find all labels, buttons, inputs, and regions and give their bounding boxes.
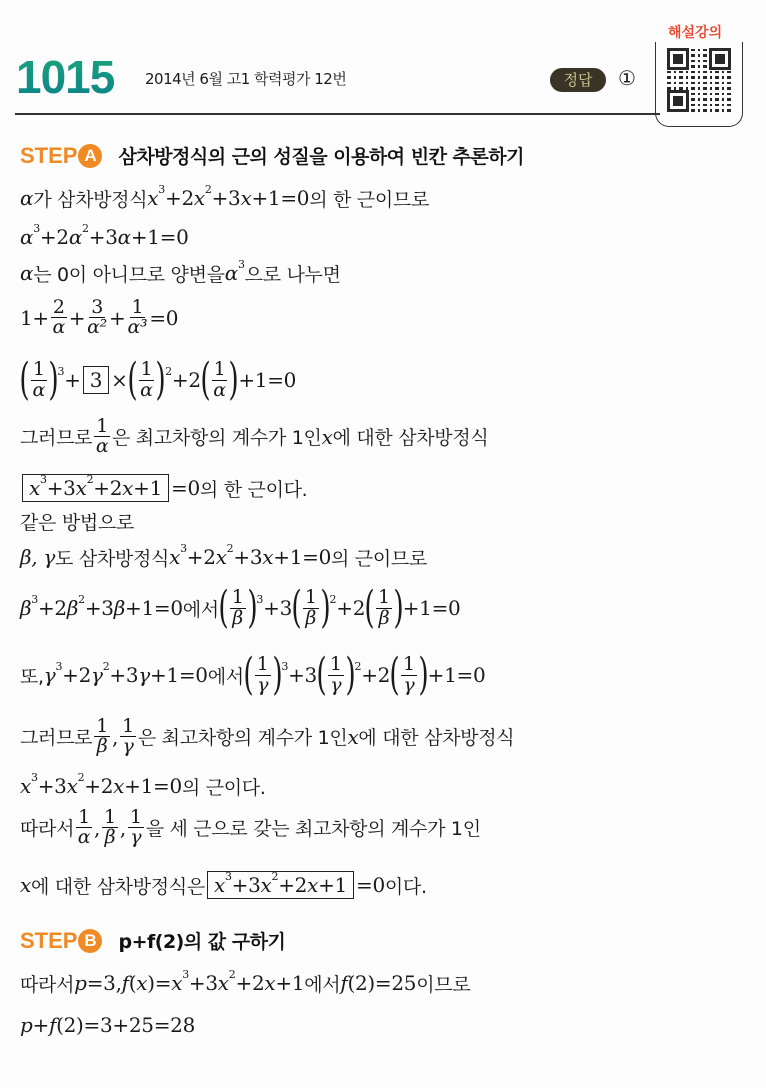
numerator: 1 [213,357,226,380]
text: 의 한 근이다. [199,478,308,501]
fraction [255,652,271,696]
exponent: 3 [182,967,189,981]
numerator: 1 [329,652,342,675]
numerator: 1 [96,414,109,437]
denominator: α [140,378,153,401]
math-text: +2 [361,663,391,687]
math-variable: x [113,774,125,798]
fraction [328,652,344,696]
denominator: β [378,606,390,629]
parenthesis: ( [389,649,400,700]
math-variable: x [169,545,181,569]
math-text: +1 [275,971,305,995]
math-variable: α [20,261,34,285]
text: 이므로 [416,973,471,996]
solution-line [20,871,427,899]
parenthesis: ) [345,649,356,700]
step-label: STEP [20,927,78,953]
fraction [120,714,136,758]
step-a-heading [20,142,524,169]
math-text: +2 [84,774,114,798]
math-text: +3 [84,596,114,620]
math-variable: x [347,724,359,749]
answer-value: ① [618,66,636,90]
math-text: + [32,1013,49,1037]
math-variable: β [66,596,79,620]
solution-line [20,582,461,633]
parenthesis: ) [271,649,282,700]
numerator: 1 [78,805,90,828]
denominator: β [104,826,116,849]
solution-line [20,541,428,571]
math-text: , [93,815,101,840]
text: 을 세 근으로 갖는 최고차항의 계수가 1인 [145,818,481,841]
math-text: ( [128,971,137,995]
math-variable: x [307,873,319,897]
numerator: 1 [256,652,269,675]
math-text: +1=0 [124,774,182,798]
solution-line [20,1013,195,1037]
exponent: 3 [33,221,40,235]
math-text: +2 [93,476,123,500]
exponent: 2 [165,364,172,378]
exponent: 2 [78,592,85,606]
math-variable: x [215,545,227,569]
parenthesis: ) [155,354,166,405]
math-text: 3 [89,368,103,392]
exponent: 3 [30,770,38,784]
math-variable: p [74,971,87,995]
math-text: + [68,305,86,330]
math-variable: x [321,424,333,449]
math-variable: x [171,971,183,995]
fraction [31,357,47,401]
math-text: +3 [288,663,317,687]
math-text: +3 [211,186,241,210]
text: 에서 [207,665,244,688]
math-variable: x [29,476,40,500]
solution-line [20,714,515,758]
denominator: γ [330,673,342,696]
math-text: =0 [171,476,200,500]
fraction [212,357,228,401]
parenthesis: ( [243,649,254,700]
math-variable: x [262,545,274,569]
text: 따라서 [20,818,75,841]
exponent: 3 [57,364,65,378]
math-variable: γ [138,663,150,687]
fraction [376,585,392,629]
parenthesis: ( [291,582,302,633]
numerator: 1 [104,805,116,828]
math-text: )= [147,971,172,995]
numerator: 1 [129,805,142,828]
solution-line [20,257,341,287]
parenthesis: ) [246,582,258,633]
math-text: , [112,724,119,749]
solution-line [20,221,189,249]
math-text: +1=0 [124,596,183,620]
math-variable: x [20,774,31,798]
math-text: +2 [336,596,366,620]
math-text: +1 [133,476,163,500]
math-text: +3 [233,545,263,569]
math-variable: f [121,971,129,995]
fraction [127,295,148,339]
math-variable: x [264,971,276,995]
math-variable: α [20,186,34,210]
math-text: +2 [164,186,194,210]
fraction [87,295,108,339]
text: 은 최고차항의 계수가 1인 [112,427,322,450]
numerator: 1 [402,652,415,675]
text: 으로 나누면 [244,263,341,286]
math-text: +1=0 [238,368,297,392]
exponent: 2 [82,221,89,235]
parenthesis: ) [228,354,239,405]
numerator: 1 [304,585,317,608]
math-text: +2 [278,873,308,897]
math-variable: x [136,971,148,995]
text: 또, [20,665,44,688]
math-variable: x [66,774,78,798]
math-text: (2)=3+25=28 [56,1013,196,1037]
exponent: 2 [329,592,337,606]
qr-frame [655,42,743,127]
exponent: 2 [204,182,212,196]
numerator: 1 [378,585,390,608]
parenthesis: ( [218,582,229,633]
text: 의 근이다. [181,776,266,799]
math-text: + [64,368,81,392]
solution-line [20,508,134,535]
solution-line [20,474,307,502]
fraction [102,805,118,849]
header-divider [15,113,660,115]
denominator: α [95,435,109,458]
text: 따라서 [20,973,75,996]
text: 그러므로 [20,727,93,750]
step-title: 삼차방정식의 근의 성질을 이용하여 빈칸 추론하기 [118,146,524,168]
fraction [128,805,144,849]
exponent: 2 [228,967,236,981]
numerator: 1 [231,585,244,608]
denominator: α [77,826,91,849]
numerator: 1 [96,714,109,737]
fraction [401,652,417,696]
math-variable: x [213,873,225,897]
solution-line [20,649,486,700]
math-variable: x [260,873,272,897]
math-variable: x [240,186,252,210]
math-variable: x [20,873,31,897]
math-variable: γ [91,663,103,687]
denominator: γ [403,673,415,696]
numerator: 1 [140,357,153,380]
exponent: 3 [256,592,264,606]
denominator: α [32,378,46,401]
denominator: γ [122,735,134,758]
math-text: +1=0 [402,596,461,620]
exponent: 2 [77,770,85,784]
math-text: +3 [109,663,139,687]
text: 가 삼차방정식 [33,188,148,211]
exponent: 3 [237,257,245,271]
math-variable: β, γ [20,545,56,569]
math-variable: α [224,261,238,285]
math-text: × [111,368,128,392]
solution-line [19,354,297,405]
math-variable: f [340,971,348,995]
denominator: β [232,606,243,629]
exponent: 3 [281,659,289,673]
exponent: 2 [226,541,234,555]
fraction [303,585,319,629]
numerator: 2 [52,295,65,318]
parenthesis: ) [418,649,429,700]
math-text: +3 [263,596,292,620]
denominator: α [52,316,66,339]
math-variable: γ [43,663,56,687]
text: 에 대한 삼차방정식 [358,727,515,750]
math-text: +3 [188,971,218,995]
problem-source: 2014년 6월 고1 학력평가 12번 [145,70,347,88]
math-text: +1=0 [130,225,189,249]
math-text: +2 [171,368,201,392]
exponent: 3 [55,659,63,673]
math-variable: α [68,225,83,249]
math-text: +3 [88,225,118,249]
qr-code-icon[interactable] [667,48,731,112]
text: 에 대한 삼차방정식 [332,427,489,450]
text: 은 최고차항의 계수가 1인 [137,727,348,750]
math-variable: x [75,476,87,500]
math-text: +1=0 [149,663,208,687]
solution-line [20,295,179,339]
exponent: 3 [180,541,187,555]
step-label: STEP [20,142,78,168]
exponent: 2 [354,659,362,673]
math-variable: x [217,971,229,995]
text: 에 대한 삼차방정식은 [30,875,205,898]
answer-badge: 정답 [550,68,606,92]
exponent: 2 [102,659,110,673]
solution-line [20,182,430,212]
math-text: =3, [86,971,122,995]
math-text: +2 [186,545,216,569]
text: 는 0이 아니므로 양변을 [33,263,225,286]
exponent: 2 [86,472,94,486]
solution-line [20,967,471,997]
parenthesis: ( [200,354,211,405]
parenthesis: ) [393,582,404,633]
math-text: +2 [62,663,92,687]
math-text: , [119,815,126,840]
exponent: 3 [31,592,38,606]
problem-number: 1015 [16,51,115,103]
math-text: 1+ [20,305,49,330]
math-text: +1 [318,873,347,897]
exponent: 3 [158,182,165,196]
math-variable: α [20,225,34,249]
text: 의 한 근이므로 [309,188,430,211]
denominator: β [305,606,317,629]
parenthesis: ( [316,649,327,700]
fraction [139,357,155,401]
math-text: =0 [149,305,179,330]
exponent: 3 [224,869,232,883]
math-variable: x [122,476,134,500]
text: 의 근이므로 [331,547,428,570]
text: 에서 [182,598,219,621]
solution-line [20,805,481,849]
math-text: +2 [39,225,69,249]
math-text: +3 [231,873,261,897]
math-variable: x [193,186,205,210]
exponent: 3 [39,472,47,486]
exponent: 2 [271,869,279,883]
math-text: +3 [37,774,67,798]
text: 도 삼차방정식 [55,547,170,570]
parenthesis: ) [320,582,331,633]
math-variable: β [113,596,125,620]
denominator: α² [87,316,108,339]
step-letter: A [78,144,102,168]
parenthesis: ) [48,354,59,405]
parenthesis: ( [364,582,375,633]
math-text: +3 [46,476,76,500]
denominator: α [213,378,226,401]
parenthesis: ( [127,354,138,405]
denominator: γ [130,826,142,849]
numerator: 1 [122,714,134,737]
numerator: 1 [131,295,144,318]
math-variable: α [117,225,131,249]
answer-box [83,366,109,394]
text: 에서 [304,973,341,996]
answer-box [22,474,169,502]
math-variable: x [147,186,159,210]
math-text: +1=0 [427,663,486,687]
fraction [94,414,110,458]
fraction [230,585,246,629]
fraction [94,714,110,758]
math-text: +1=0 [251,186,310,210]
math-variable: f [48,1013,57,1037]
solution-line [20,414,489,458]
step-b-heading [20,927,285,954]
text: 이다. [384,875,427,898]
fraction [76,805,92,849]
text: 같은 방법으로 [20,511,135,534]
numerator: 3 [91,295,103,318]
step-title: p+f(2)의 값 구하기 [118,931,286,953]
math-variable: β [20,596,32,620]
math-text: (2)=25 [347,971,417,995]
text: 그러므로 [20,427,93,450]
fraction [51,295,67,339]
qr-label: 해설강의 [668,25,723,41]
denominator: α³ [127,316,148,339]
step-letter: B [78,929,102,953]
math-text: +2 [235,971,265,995]
parenthesis: ( [19,354,30,405]
numerator: 1 [32,357,45,380]
solution-line [20,770,266,800]
math-text: + [109,305,126,330]
denominator: γ [257,673,269,696]
math-text: +1=0 [273,545,332,569]
math-variable: p [20,1013,33,1037]
denominator: β [96,735,108,758]
math-text: =0 [355,873,385,897]
math-text: +2 [37,596,67,620]
answer-box [207,871,354,899]
